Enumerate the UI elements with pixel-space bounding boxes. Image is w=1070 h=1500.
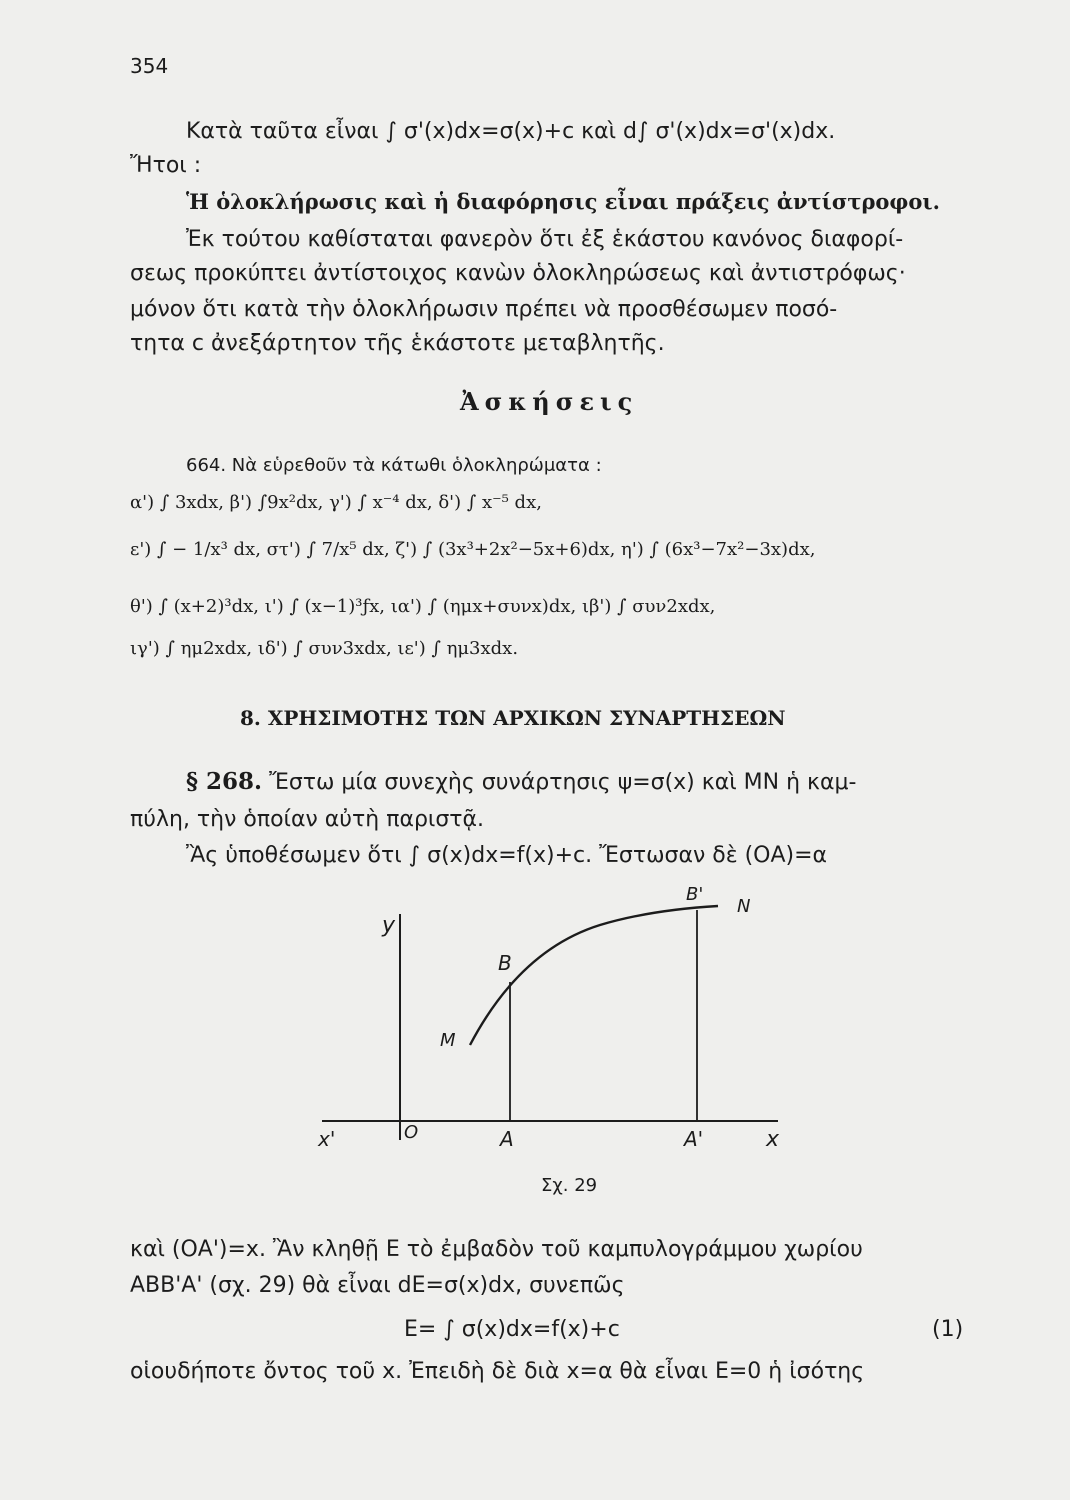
page-number: 354 bbox=[130, 54, 169, 78]
exercise-row: α') ∫ 3xdx, β') ∫9x²dx, γ') ∫ x⁻⁴ dx, δ') ∫ x⁻⁵ dx, bbox=[130, 492, 542, 513]
text-line: τητα c ἀνεξάρτητον τῆς ἑκάστοτε μεταβλητῆς. bbox=[130, 331, 665, 356]
section-heading: 8. ΧΡΗΣΙΜΟΤΗΣ ΤΩΝ ΑΡΧΙΚΩΝ ΣΥΝΑΡΤΗΣΕΩΝ bbox=[240, 706, 786, 730]
paragraph-text: Ἔστω μία συνεχὴς συνάρτησις ψ=σ(x) καὶ ΜΝ ἡ καμ- bbox=[269, 770, 857, 795]
exercises-heading: Ἀσκήσεις bbox=[460, 387, 639, 416]
exercise-row: θ') ∫ (x+2)³dx, ι') ∫ (x−1)³ƒx, ια') ∫ (ημx+συνx)dx, ιβ') ∫ συν2xdx, bbox=[130, 596, 716, 617]
text-line: μόνον ὅτι κατὰ τὴν ὁλοκλήρωσιν πρέπει νὰ προσθέσωμεν ποσό- bbox=[130, 297, 838, 322]
label-b: B bbox=[498, 951, 512, 975]
paragraph-line: Ἂς ὑποθέσωμεν ὅτι ∫ σ(x)dx=f(x)+c. Ἔστωσαν δὲ (ΟΑ)=α bbox=[186, 843, 828, 868]
equation: E= ∫ σ(x)dx=f(x)+c bbox=[404, 1317, 620, 1342]
text-line: Ἤτοι : bbox=[130, 153, 202, 178]
label-y: y bbox=[382, 913, 396, 938]
label-m: M bbox=[440, 1030, 456, 1051]
label-a: A bbox=[500, 1127, 514, 1151]
text-line: ΑΒΒ'Α' (σχ. 29) θὰ εἶναι dE=σ(x)dx, συνεπῶς bbox=[130, 1273, 625, 1298]
text-line: Ἐκ τούτου καθίσταται φανερὸν ὅτι ἐξ ἑκάστου κανόνος διαφορί- bbox=[186, 227, 904, 252]
label-o: O bbox=[404, 1122, 419, 1143]
label-b-prime: B' bbox=[686, 884, 704, 905]
label-x-prime: x' bbox=[318, 1127, 336, 1151]
label-n: N bbox=[737, 896, 751, 917]
theorem-statement: Ἡ ὁλοκλήρωσις καὶ ἡ διαφόρησις εἶναι πράξεις ἀντίστροφοι. bbox=[186, 189, 940, 214]
exercise-intro: 664. Νὰ εὑρεθοῦν τὰ κάτωθι ὁλοκληρώματα : bbox=[186, 455, 602, 476]
text-line: οἱουδήποτε ὄντος τοῦ x. Ἐπειδὴ δὲ διὰ x=α θὰ εἶναι Ε=0 ἡ ἰσότης bbox=[130, 1359, 865, 1384]
label-x: x bbox=[766, 1127, 780, 1152]
figure-caption: Σχ. 29 bbox=[541, 1175, 598, 1196]
label-a-prime: A' bbox=[684, 1127, 704, 1151]
curve-mn bbox=[470, 906, 718, 1045]
paragraph-line: πύλη, τὴν ὁποίαν αὐτὴ παριστᾷ. bbox=[130, 807, 485, 832]
exercise-row: ε') ∫ − 1/x³ dx, στ') ∫ 7/x⁵ dx, ζ') ∫ (3x³+2x²−5x+6)dx, η') ∫ (6x³−7x²−3x)dx, bbox=[130, 539, 816, 560]
paragraph-mark: § 268. bbox=[186, 768, 263, 795]
equation-number: (1) bbox=[932, 1317, 964, 1342]
exercise-row: ιγ') ∫ ημ2xdx, ιδ') ∫ συν3xdx, ιε') ∫ ημ3xdx. bbox=[130, 638, 519, 659]
text-line: καὶ (ΟΑ')=x. Ἂν κληθῇ Ε τὸ ἐμβαδὸν τοῦ καμπυλογράμμου χωρίου bbox=[130, 1237, 863, 1262]
text-line: Κατὰ ταῦτα εἶναι ∫ σ'(x)dx=σ(x)+c καὶ d∫ σ'(x)dx=σ'(x)dx. bbox=[186, 119, 836, 144]
text-line: σεως προκύπτει ἀντίστοιχος κανὼν ὁλοκληρώσεως καὶ ἀντιστρόφως· bbox=[130, 261, 906, 286]
